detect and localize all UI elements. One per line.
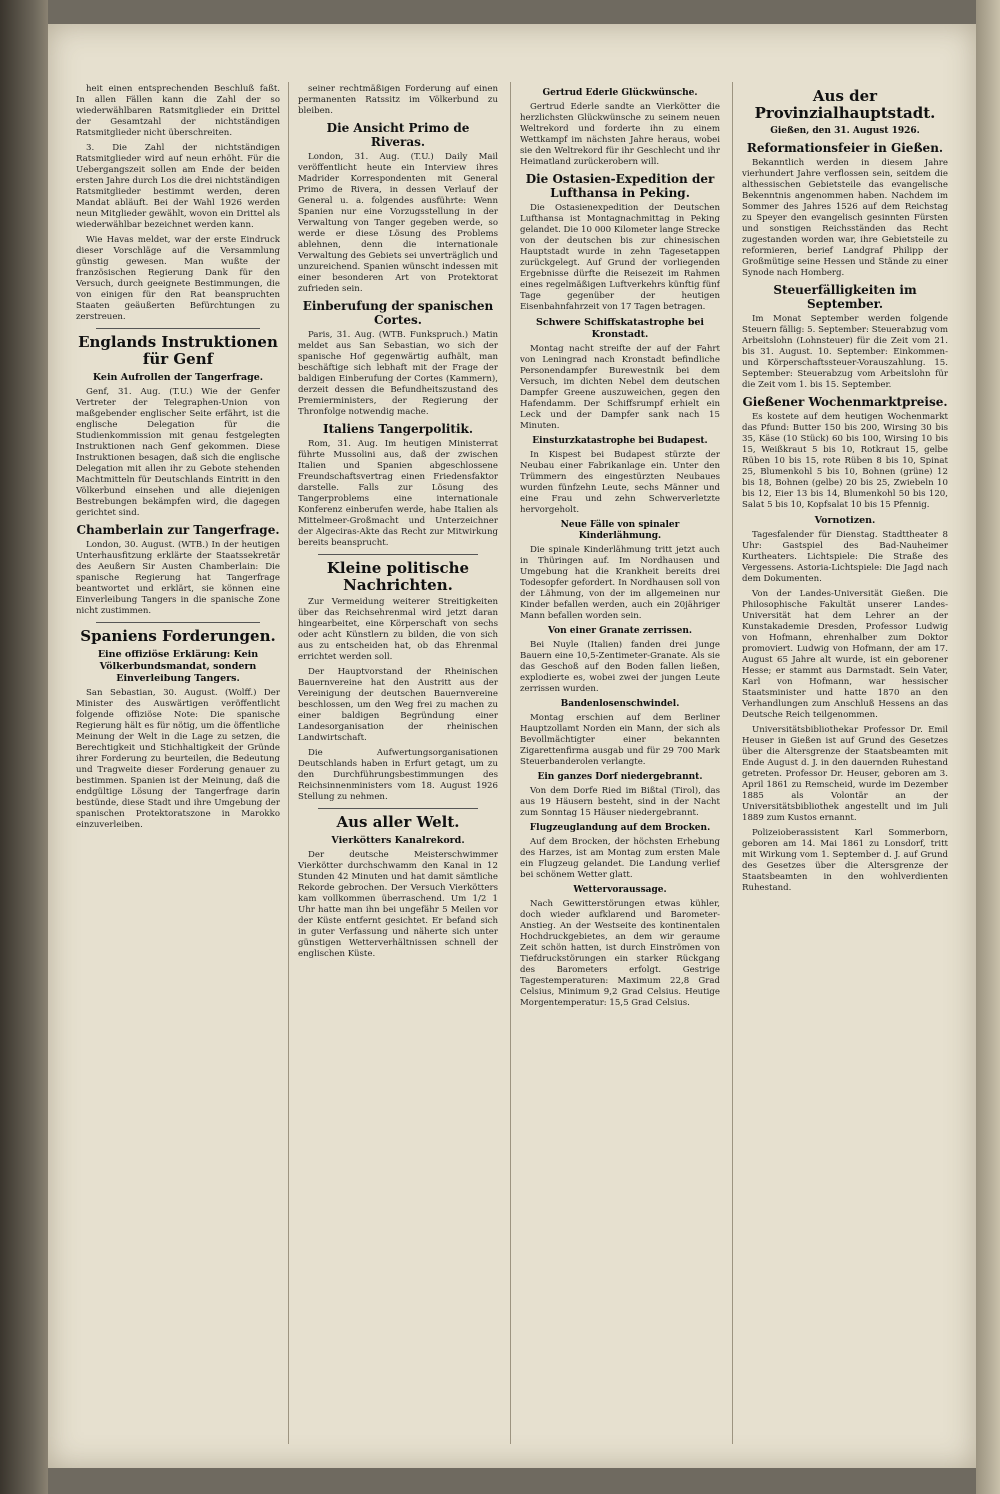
article-paragraph: Die Ostasienexpedition der Deutschen Lufthansa ist Montagnachmittag in Peking gelandet. Die 10 000 Kilometer lange Strecke von der deutschen bis zur chinesischen Hauptstadt wurde in zehn Tagesetappen zurückgelegt. Auf Grund der vorliegenden Ergebnisse dürfte die Reisezeit im Rahmen eines regelmäßigen Luftverkehrs künftig fünf Tage gegenüber der heutigen Eisenbahnfahrzeit von 17 Tagen betragen. — [520, 203, 720, 312]
article-paragraph: Rom, 31. Aug. Im heutigen Ministerrat führte Mussolini aus, daß der zwischen Italien und Spanien abgeschlossene Freundschaftsvertrag einen Friedensfaktor darstelle. Falls zur Lösung des Tangerproblems eine internationale Konferenz einberufen werde, habe Italien als Mittelmeer-Großmacht und Unterzeichner der Algeciras-Akte das Recht zur Mitwirkung bereits beansprucht. — [298, 439, 498, 548]
headline-ederle: Gertrud Ederle Glückwünsche. — [542, 88, 698, 98]
headline-provinzialhauptstadt: Aus der Provinzialhauptstadt. — [754, 87, 936, 122]
column-rule — [288, 82, 289, 1444]
headline-kinderlaehmung: Neue Fälle von spinaler Kinderlähmung. — [560, 520, 680, 541]
headline-england: Englands Instruktionen für Genf — [78, 333, 278, 368]
article-paragraph: Polizeioberassistent Karl Sommerborn, geboren am 14. Mai 1861 zu Lonsdorf, tritt mit Wirkung vom 1. September d. J. auf Grund des Gesetzes über die Altersgrenze der Staatsbeamten in den wohlverdienten Ruhestand. — [742, 828, 948, 893]
article-paragraph: Paris, 31. Aug. (WTB. Funkspruch.) Matin meldet aus San Sebastian, wo sich der spanische Hof gegenwärtig aufhält, man beschäftige sich lebhaft mit der Frage der baldigen Einberufung der Cortes (Kammern), derzeit dessen die Befundheitszustand des Premierministers, der Regierung der Thronfolge notwendig mache. — [298, 330, 498, 417]
article-paragraph: Bekanntlich werden in diesem Jahre vierhundert Jahre verflossen sein, seitdem die althessischen Gebietsteile das evangelische Bekenntnis angenommen haben. Nachdem im Sommer des Jahres 1526 auf dem Reichstag zu Speyer den evangelisch gesinnten Fürsten und sonstigen Reichsständen das Recht zugestanden worden war, ihre Gebietsteile zu reformieren, berief Landgraf Philipp der Großmütige seine Hessen und Stände zu einer Synode nach Homberg. — [742, 158, 948, 278]
article-paragraph: Zur Vermeidung weiterer Streitigkeiten über das Reichsehrenmal wird jetzt daran hingearbeitet, eine Körperschaft von sechs oder acht Künstlern zu bilden, die von sich aus zu entscheiden hat, ob das Ehrenmal errichtet werden soll. — [298, 597, 498, 662]
article-paragraph: Der deutsche Meisterschwimmer Vierkötter durchschwamm den Kanal in 12 Stunden 42 Minuten und hat damit sämtliche Rekorde gebrochen. Der Versuch Vierkötters kam vollkommen überraschend. Um 1/2 1 Uhr hatte man ihn bei ungefähr 5 Meilen vor der Küste entfernt gesichtet. Er befand sich in guter Verfassung und näherte sich unter günstigen Wetterverhältnissen schnell der englischen Küste. — [298, 850, 498, 959]
article-paragraph: Der Hauptvorstand der Rheinischen Bauernvereine hat den Austritt aus der Vereinigung der deutschen Bauernvereine beschlossen, um den Weg frei zu machen zu einer baldigen Begründung einer Landesorganisation der rheinischen Landwirtschaft. — [298, 667, 498, 743]
headline-schiff: Schwere Schiffskatastrophe bei Kronstadt. — [536, 317, 704, 340]
article-paragraph: Von dem Dorfe Ried im Bißtal (Tirol), das aus 19 Häusern besteht, sind in der Nacht zum Sonntag 15 Häuser niedergebrannt. — [520, 786, 720, 818]
article-paragraph: Montag erschien auf dem Berliner Hauptzollamt Norden ein Mann, der sich als Bevollmächtigter einer bekannten Zigarettenfirma ausgab und für 29 700 Mark Steuerbanderolen verlangte. — [520, 713, 720, 767]
article-paragraph: Nach Gewitterstörungen etwas kühler, doch wieder aufklarend und Barometer-Anstieg. An der Westseite des kontinentalen Hochdruckgebietes, an dem wir geraume Zeit schön hatten, ist durch Einströmen von Tiefdruckstörungen ein starker Rückgang des Barometers erfolgt. Gestrige Tagestemperaturen: Maximum 22,8 Grad Celsius, Minimum 9,2 Grad Celsius. Heutige Morgentemperatur: 15,5 Grad Celsius. — [520, 899, 720, 1008]
headline-flugzeug: Flugzeuglandung auf dem Brocken. — [529, 823, 711, 833]
article-paragraph: Universitätsbibliothekar Professor Dr. Emil Heuser in Gießen ist auf Grund des Gesetzes über die Altersgrenze der Staatsbeamten mit Ende August d. J. in den dauernden Ruhestand getreten. Professor Dr. Heuser, geboren am 3. April 1861 zu Remscheid, wurde im Dezember 1885 als Volontär an der Universitätsbibliothek angestellt und im Juli 1889 zum Kustos ernannt. — [742, 725, 948, 823]
headline-bandenlos: Bandenlosenschwindel. — [560, 699, 680, 709]
page-edge — [976, 0, 1000, 1494]
subheadline-vierkoetter: Vierkötters Kanalrekord. — [331, 835, 465, 846]
headline-spanien: Spaniens Forderungen. — [80, 627, 276, 645]
column-rule — [510, 82, 511, 1444]
article-paragraph: Genf, 31. Aug. (T.U.) Wie der Genfer Vertreter der Telegraphen-Union von maßgebender englischer Seite erfährt, ist die englische Delegation für die Studienkommission mit genau festgelegten Instruktionen nach Genf gekommen. Diese Instruktionen besagen, daß sich die englische Delegation mit allen ihr zu Gebote stehenden Machtmitteln für Deutschlands Eintritt in den Völkerbund einsehen und alle diejenigen Bestrebungen bekämpfen wird, die dagegen gerichtet sind. — [76, 387, 280, 518]
divider — [96, 622, 260, 623]
subheadline-spanien: Eine offiziöse Erklärung: Kein Völkerbundsmandat, sondern Einverleibung Tangers. — [97, 649, 259, 684]
article-paragraph: Wie Havas meldet, war der erste Eindruck dieser Vorschläge auf die Versammlung günstig gewesen. Man wußte der französischen Regierung Dank für den Versuch, durch geeignete Bestimmungen, die von einigen für den Rat beanspruchten Staaten geäußerten Befürchtungen zu zerstreuen. — [76, 235, 280, 322]
headline-chamberlain: Chamberlain zur Tangerfrage. — [76, 523, 280, 537]
article-paragraph: Gertrud Ederle sandte an Vierkötter die herzlichsten Glückwünsche zu seinem neuen Weltrekord und forderte ihn zu einem Wettkampf im nächsten Jahre heraus, wobei sie den Weltrekord für ihr Geschlecht und ihr Heimatland zurückerobern will. — [520, 102, 720, 167]
book-spine — [0, 0, 48, 1494]
article-paragraph: Die Aufwertungsorganisationen Deutschlands haben in Erfurt getagt, um zu den Durchführungsbestimmungen des Reichsinnenministers vom 18. August 1926 Stellung zu nehmen. — [298, 748, 498, 802]
headline-steuer: Steuerfälligkeiten im September. — [773, 283, 917, 311]
article-paragraph: 3. Die Zahl der nichtständigen Ratsmitglieder wird auf neun erhöht. Für die Uebergangszeit sollen am Ende der beiden ersten Jahre durch Los die drei nichtständigen Ratsmitglieder bestimmt werden, deren Mandat abläuft. Bei der Wahl 1926 werden neun Mitglieder gewählt, wovon ein Drittel als wiederwählbar bezeichnet werden kann. — [76, 143, 280, 230]
headline-einberufung: Einberufung der spanischen Cortes. — [302, 299, 494, 327]
headline-primo: Die Ansicht Primo de Riveras. — [326, 121, 470, 149]
column-1 — [76, 84, 280, 1448]
article-paragraph: Von der Landes-Universität Gießen. Die Philosophische Fakultät unserer Landes-Universität hat dem Lehrer an der Kunstakademie Dresden, Professor Ludwig von Hofmann, ehrenhalber zum Doktor promoviert. Ludwig von Hofmann, der am 17. August 65 Jahre alt wurde, ist ein geborener Hesse; er stammt aus Darmstadt. Sein Vater, Karl von Hofmann, war hessischer Staatsminister und hatte 1870 an den Verhandlungen zum Anschluß Hessens an das Deutsche Reich teilgenommen. — [742, 589, 948, 720]
article-paragraph: Tagesfalender für Dienstag. Stadttheater 8 Uhr: Gastspiel des Bad-Nauheimer Kurtheaters. Lichtspiele: Die Straße des Vergessens. Astoria-Lichtspiele: Die Jagd nach dem Dokumenten. — [742, 530, 948, 584]
headline-einsturz: Einsturzkatastrophe bei Budapest. — [532, 436, 708, 446]
article-paragraph: Montag nacht streifte der auf der Fahrt von Leningrad nach Kronstadt befindliche Personendampfer Burewestnik bei dem Versuch, im dichten Nebel dem deutschen Dampfer Greene auszuweichen, gegen den Hafendamm. Der Schiffsrumpf erhielt ein Leck und der Dampfer sank nach 15 Minuten. — [520, 344, 720, 431]
subheadline-england: Kein Aufrollen der Tangerfrage. — [92, 372, 264, 383]
headline-italiens: Italiens Tangerpolitik. — [322, 422, 474, 436]
column-rule — [732, 82, 733, 1444]
divider — [96, 328, 260, 329]
headline-wochenmarkt: Gießener Wochenmarktpreise. — [742, 395, 948, 409]
newspaper-page — [48, 24, 976, 1468]
headline-wetter: Wettervoraussage. — [573, 885, 667, 895]
article-paragraph: In Kispest bei Budapest stürzte der Neubau einer Fabrikanlage ein. Unter den Trümmern des eingestürzten Neubaues wurden fünfzehn Leute, sechs Männer und eine Frau und zehn Schwerverletzte hervorgeholt. — [520, 450, 720, 515]
dateline: Gießen, den 31. August 1926. — [770, 126, 920, 136]
article-paragraph: London, 30. August. (WTB.) In der heutigen Unterhausfitzung erklärte der Staatssekretär des Aeußern Sir Austen Chamberlain: Die spanische Regierung hat Tangerfrage beantwortet und erklärt, sie können eine Einverleibung Tangers in die spanische Zone nicht zustimmen. — [76, 540, 280, 616]
article-paragraph: Auf dem Brocken, der höchsten Erhebung des Harzes, ist am Montag zum ersten Male ein Flugzeug gelandet. Die Landung verlief bei schönem Wetter glatt. — [520, 837, 720, 880]
headline-ostasien: Die Ostasien-Expedition der Lufthansa in Peking. — [525, 172, 715, 200]
article-paragraph: Es kostete auf dem heutigen Wochenmarkt das Pfund: Butter 150 bis 200, Wirsing 30 bis 35, Käse (10 Stück) 60 bis 100, Wirsing 10 bis 15, Weißkraut 5 bis 10, Rotkraut 15, gelbe Rüben 10 bis 15, rote Rüben 8 bis 10, Spinat 25, Blumenkohl 5 bis 10, Bohnen (grüne) 12 bis 18, Bohnen (gelbe) 20 bis 25, Zwiebeln 10 bis 12, Eier 13 bis 14, Blumenkohl 50 bis 120, Salat 5 bis 10, Kopfsalat 10 bis 15 Pfennig. — [742, 412, 948, 510]
column-3 — [520, 84, 720, 1448]
article-paragraph: Die spinale Kinderlähmung tritt jetzt auch in Thüringen auf. Im Nordhausen und Umgebung hat die Krankheit bereits drei Todesopfer gefordert. In Nordhausen soll von der Lähmung, von der im allgemeinen nur Kinder befallen werden, auch ein 20jähriger Mann befallen worden sein. — [520, 545, 720, 621]
headline-dorf: Ein ganzes Dorf niedergebrannt. — [537, 772, 703, 782]
headline-granate: Von einer Granate zerrissen. — [547, 626, 693, 636]
article-paragraph: Im Monat September werden folgende Steuern fällig: 5. September: Steuerabzug vom Arbeitslohn (Lohnsteuer) für die Zeit vom 21. bis 31. August. 10. September: Einkommen- und Körperschaftssteuer-Vorauszahlung. 15. September: Steuerabzug vom Arbeitslohn für die Zeit vom 1. bis 15. September. — [742, 314, 948, 390]
divider — [318, 554, 478, 555]
headline-vornotizen: Vornotizen. — [814, 515, 876, 526]
column-2 — [298, 84, 498, 1448]
divider — [318, 808, 478, 809]
article-paragraph: San Sebastian, 30. August. (Wolff.) Der Minister des Auswärtigen veröffentlicht folgende offiziöse Note: Die spanische Regierung hält es für nötig, um die öffentliche Meinung der Welt in die Lage zu setzen, die Berechtigkeit und Stichhaltigkeit der Gründe ihrer Forderung zu beurteilen, die Bedeutung und Tragweite dieser Forderung genauer zu bestimmen. Spanien ist der Meinung, daß die endgültige Lösung der Tangerfrage darin bestünde, diese Stadt und ihre Umgebung der spanischen Protektoratszone in Marokko einzuverleiben. — [76, 688, 280, 830]
column-4 — [742, 84, 948, 1448]
headline-aus-aller-welt: Aus aller Welt. — [336, 813, 460, 831]
article-paragraph: seiner rechtmäßigen Forderung auf einen permanenten Ratssitz im Völkerbund zu bleiben. — [298, 84, 498, 116]
headline-reformation: Reformationsfeier in Gießen. — [746, 141, 944, 155]
headline-kleine: Kleine politische Nachrichten. — [326, 559, 470, 594]
article-paragraph: heit einen entsprechenden Beschluß faßt. In allen Fällen kann die Zahl der so wiederwählbaren Ratsmitglieder ein Drittel der Gesamtzahl der nichtständigen Ratsmitglieder nicht überschreiten. — [76, 84, 280, 138]
article-paragraph: London, 31. Aug. (T.U.) Daily Mail veröffentlicht heute ein Interview ihres Madrider Korrespondenten mit General Primo de Rivera, in dessen Verlauf der General u. a. folgendes ausführte: Wenn Spanien nur eine Vorzugsstellung in der Verwaltung von Tanger gegeben werde, so werde er diese Lösung des Problems ablehnen, denn die internationale Verwaltung des Gebiets sei unverträglich und unzureichend. Spanien wünscht indessen mit einer besonderen Art von Protektorat zufrieden sein. — [298, 152, 498, 294]
article-paragraph: Bei Nuyle (Italien) fanden drei junge Bauern eine 10,5-Zentimeter-Granate. Als sie das Geschoß auf den Boden fallen ließen, explodierte es, wobei zwei der jungen Leute zerrissen wurden. — [520, 640, 720, 694]
